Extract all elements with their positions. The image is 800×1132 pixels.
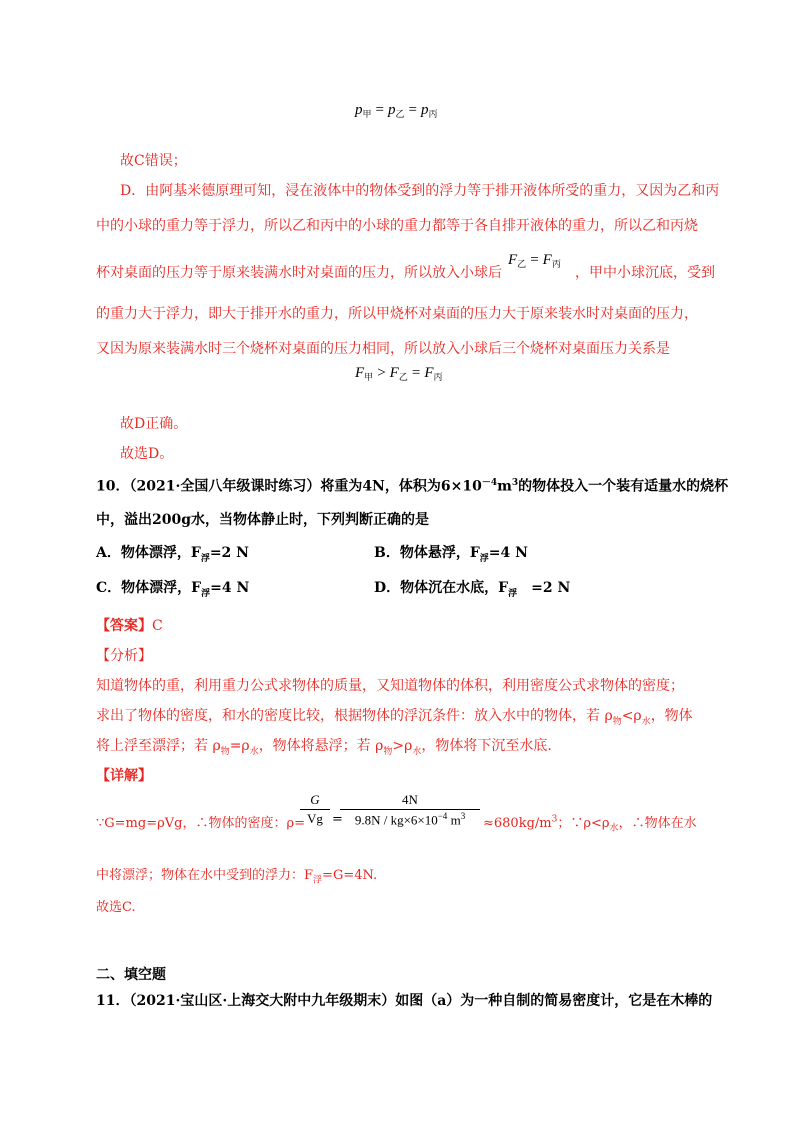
d-correct-text: 故D正确。	[120, 416, 188, 432]
question-10-line1: 10．（2021·全国八年级课时练习）将重为4N，体积为$6\times 10^{-4}m^3$的物体投入一个装有适量水的烧杯	[96, 478, 729, 495]
fraction-g-over-vg: G Vg	[300, 792, 330, 827]
question-10-line2: 中，溢出200g水，当物体静止时，下列判断正确的是	[96, 512, 430, 528]
d-explanation-line5: 又因为原来装满水时三个烧杯对桌面的压力相同，所以放入小球后三个烧杯对桌面压力关系是	[96, 341, 670, 357]
d-explanation-line3: 杯对桌面的压力等于原来装满水时对桌面的压力，所以放入小球后	[96, 265, 502, 281]
detail-label: 【详解】	[96, 768, 152, 784]
option-b: B．物体悬浮，$F_浮=4$ N	[374, 545, 528, 564]
detail-line2: 中将漂浮；物体在水中受到的浮力：$F_浮=G=4N$.	[96, 868, 378, 886]
analysis-line1: 知道物体的重，利用重力公式求物体的质量，又知道物体的体积，利用密度公式求物体的密度；	[96, 678, 684, 694]
equation-force-2: $F_甲 > F_乙 = F_丙$	[355, 365, 443, 382]
question-11: 11．（2021·宝山区·上海交大附中九年级期末）如图（a）为一种自制的简易密度计，它是在木棒的	[96, 993, 713, 1009]
equation-force-1: $F_乙 = F_丙$	[508, 252, 561, 269]
analysis-line3: 将上浮至漂浮；若 $\rho_物=\rho_水$，物体将悬浮；若 $\rho_物>\rho_水$，物体将下沉至水底.	[96, 738, 552, 757]
equals-sign: =	[332, 812, 343, 827]
analysis-line2: 求出了物体的密度，和水的密度比较，根据物体的浮沉条件：放入水中的物体，若 $\rho_物<\rho_水$，物体	[96, 708, 693, 727]
c-wrong-text: 故C错误；	[120, 153, 187, 169]
detail-line1-end: $\approx 680kg/m^3$；$\because\rho<\rho_水$，∴物体在水	[483, 814, 697, 834]
analysis-label: 【分析】	[96, 648, 152, 664]
option-a: A．物体漂浮，$F_浮=2$ N	[96, 545, 249, 564]
d-explanation-line2: 中的小球的重力等于浮力，所以乙和丙中的小球的重力都等于各自排开液体的重力，所以乙和丙烧	[96, 218, 698, 234]
option-d: D．物体沉在水底，$F_浮 =2$ N	[374, 580, 571, 599]
equation-pressure: $p_甲 = p_乙 = p_丙$	[355, 102, 438, 119]
answer: 【答案】C	[96, 618, 163, 634]
choose-d-text: 故选D。	[120, 446, 174, 462]
option-c: C．物体漂浮，$F_浮=4$ N	[96, 580, 250, 599]
d-explanation-line3b: ，甲中小球沉底，受到	[575, 265, 715, 281]
section-title: 二、填空题	[96, 967, 166, 983]
d-explanation-line4: 的重力大于浮力，即大于排开水的重力，所以甲烧杯对桌面的压力大于原来装水时对桌面的压力，	[96, 306, 698, 322]
detail-line3: 故选C.	[96, 900, 136, 915]
fraction-density-calc: 4N $9.8N / kg\times 6\times 10^{-4}$ $m^3$	[340, 792, 480, 828]
d-explanation-line1: D．由阿基米德原理可知，浸在液体中的物体受到的浮力等于排开液体所受的重力，又因为乙和丙	[120, 183, 720, 199]
detail-line1-start: ∵G=mg=ρVg，∴物体的密度：ρ=	[96, 816, 305, 831]
